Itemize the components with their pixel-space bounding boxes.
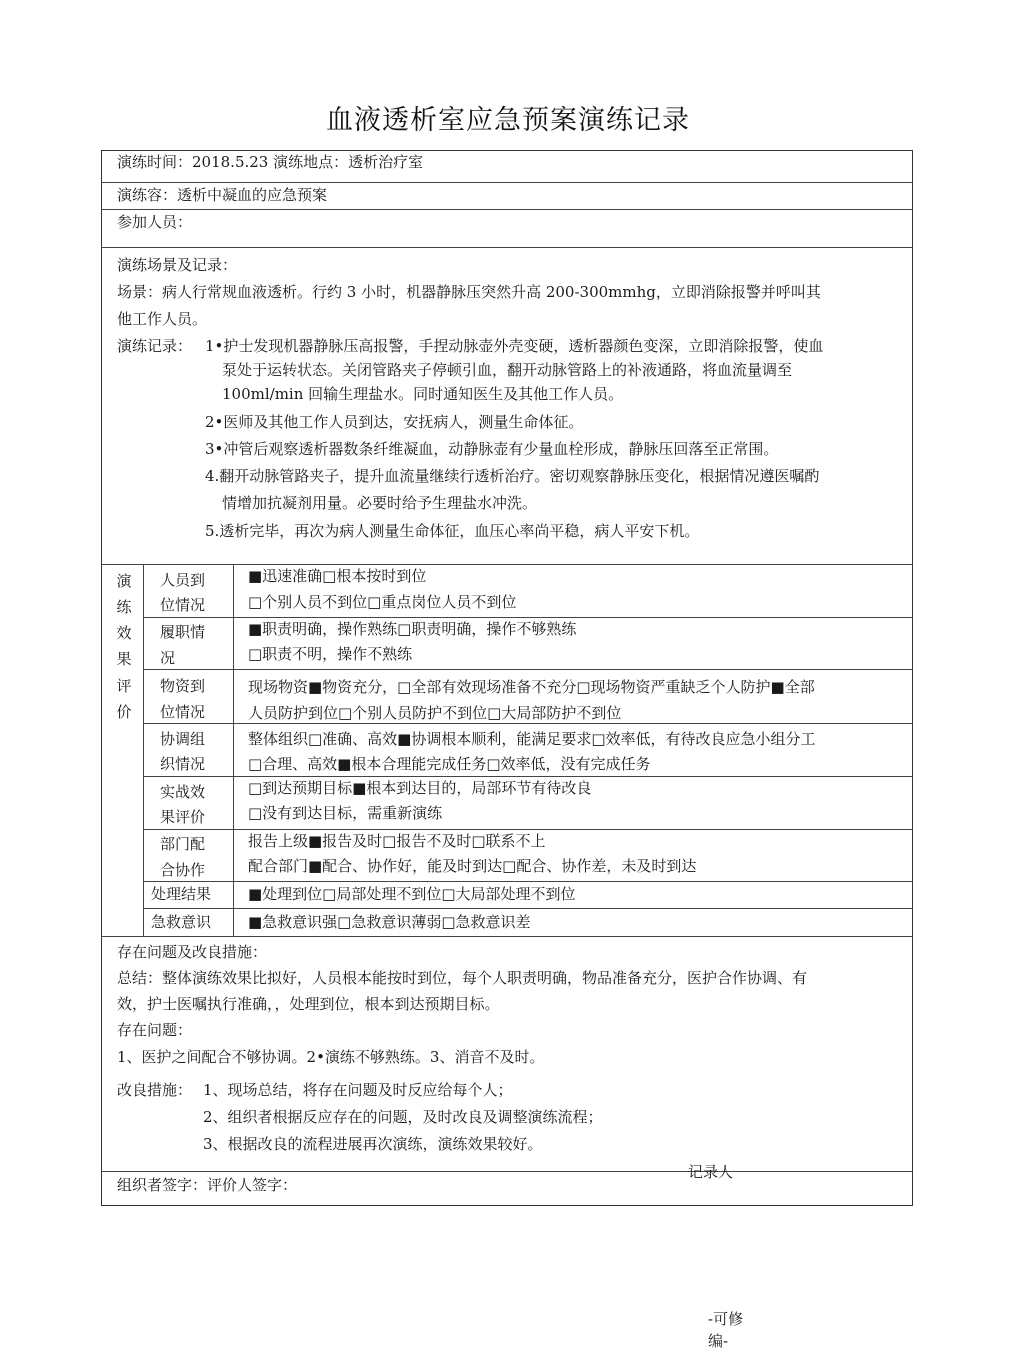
eval-row-divider	[143, 908, 913, 909]
summary-text: 效，护士医嘱执行准确，，处理到位，根本到达预期目标。	[117, 995, 500, 1013]
record-step: 情增加抗凝剂用量。必要时给予生理盐水冲洗。	[222, 494, 538, 512]
eval-content: □没有到达目标，需重新演练	[248, 804, 443, 822]
record-step: 泵处于运转状态。关闭管路夹子停顿引血，翻开动脉管路上的补液通路，将血流量调至	[222, 361, 793, 379]
row-divider	[101, 209, 913, 210]
signature-line: 组织者签字：评价人签字：	[117, 1176, 298, 1194]
eval-content: □合理、高效■根本合理能完成任务□效率低，没有完成任务	[248, 755, 651, 773]
row-divider	[101, 182, 913, 183]
eval-row-divider	[143, 723, 913, 724]
footer-line: 编-	[708, 1332, 729, 1350]
measures-label: 改良措施：	[117, 1081, 193, 1099]
eval-content: 人员防护到位□个别人员防护不到位□大局部防护不到位	[248, 704, 622, 722]
record-step: 100ml/min 回输生理盐水。同时通知医生及其他工作人员。	[222, 385, 624, 403]
eval-row-divider	[143, 617, 913, 618]
eval-content: 报告上级■报告及时□报告不及时□联系不上	[248, 832, 546, 850]
record-label: 演练记录：	[117, 337, 193, 355]
eval-content: ■急救意识强□急救意识薄弱□急救意识差	[248, 913, 531, 931]
page-title: 血液透析室应急预案演练记录	[326, 105, 690, 136]
row-divider	[101, 564, 913, 565]
eval-side-label: 评	[116, 677, 132, 695]
eval-row-divider	[143, 881, 913, 882]
record-step: 3•冲管后观察透析器数条纤维凝血，动静脉壶有少量血栓形成，静脉压回落至正常围。	[205, 440, 779, 458]
eval-row-divider	[143, 776, 913, 777]
issues-heading: 存在问题：	[117, 1021, 193, 1039]
eval-label: 实战效	[160, 783, 206, 801]
record-step: 5.透析完毕，再次为病人测量生命体征，血压心率尚平稳，病人平安下机。	[205, 522, 700, 540]
eval-label: 人员到	[160, 571, 206, 589]
footer-line: -可修	[708, 1310, 744, 1328]
eval-side-label: 效	[116, 624, 132, 642]
eval-row-divider	[143, 829, 913, 830]
measure-item: 3、根据改良的流程进展再次演练，演练效果较好。	[203, 1135, 543, 1153]
row-divider	[101, 247, 913, 248]
eval-label: 急救意识	[151, 913, 212, 931]
measure-item: 1、现场总结，将存在问题及时反应给每个人；	[203, 1081, 513, 1099]
eval-content: 现场物资■物资充分，□全部有效现场准备不充分□现场物资严重缺乏个人防护■全部	[248, 678, 815, 696]
eval-side-label: 练	[116, 598, 132, 616]
eval-label: 果评价	[160, 808, 206, 826]
participants: 参加人员：	[117, 213, 193, 231]
eval-content: □个别人员不到位□重点岗位人员不到位	[248, 593, 517, 611]
eval-content: ■迅速准确□根本按时到位	[248, 567, 427, 585]
eval-content: □职责不明，操作不熟练	[248, 645, 413, 663]
eval-content: ■处理到位□局部处理不到位□大局部处理不到位	[248, 885, 576, 903]
row-divider	[101, 1171, 913, 1172]
eval-label: 织情况	[160, 755, 206, 773]
eval-label: 位情况	[160, 596, 206, 614]
measure-item: 2、组织者根据反应存在的问题，及时改良及调整演练流程；	[203, 1108, 603, 1126]
eval-side-label: 果	[116, 650, 132, 668]
col-divider	[143, 564, 144, 936]
scene-text: 场景：病人行常规血液透析。行约 3 小时，机器静脉压突然升高 200-300mmhg，立即消除报警并呼叫其	[117, 283, 821, 301]
record-step: 2•医师及其他工作人员到达，安抚病人，测量生命体征。	[205, 413, 584, 431]
eval-content: ■职责明确，操作熟练□职责明确，操作不够熟练	[248, 620, 577, 638]
record-step: 4.翻开动脉管路夹子，提升血流量继续行透析治疗。密切观察静脉压变化，根据情况遵医嘱酌	[205, 467, 820, 485]
page-footer	[708, 1308, 768, 1352]
record-step: 1•护士发现机器静脉压高报警，手捏动脉壶外壳变硬，透析器颜色变深，立即消除报警，使血	[205, 337, 824, 355]
eval-label: 协调组	[160, 730, 206, 748]
eval-label: 合协作	[160, 861, 206, 879]
scene-text: 他工作人员。	[117, 310, 208, 328]
eval-content: 配合部门■配合、协作好，能及时到达□配合、协作差，未及时到达	[248, 857, 697, 875]
eval-label: 物资到	[160, 677, 206, 695]
col-divider	[233, 564, 234, 936]
scenario-heading: 演练场景及记录：	[117, 256, 238, 274]
row-divider	[101, 936, 913, 937]
eval-label: 位情况	[160, 703, 206, 721]
eval-label: 部门配	[160, 835, 206, 853]
eval-content: □到达预期目标■根本到达目的，局部环节有待改良	[248, 779, 592, 797]
eval-label: 况	[160, 649, 176, 667]
eval-content: 整体组织□准确、高效■协调根本顺利，能满足要求□效率低，有待改良应急小组分工	[248, 730, 816, 748]
eval-side-label: 演	[116, 572, 132, 590]
eval-label: 处理结果	[151, 885, 212, 903]
problems-heading: 存在问题及改良措施：	[117, 943, 268, 961]
clipped-recorder-label: 记录人	[688, 1163, 734, 1181]
eval-label: 履职情	[160, 623, 206, 641]
summary-text: 总结：整体演练效果比拟好，人员根本能按时到位，每个人职责明确，物品准备充分，医护合作协调、有	[117, 969, 808, 987]
eval-row-divider	[143, 669, 913, 670]
drill-content: 演练容：透析中凝血的应急预案	[117, 186, 328, 204]
drill-time-place: 演练时间：2018.5.23 演练地点：透析治疗室	[117, 153, 424, 171]
issues-text: 1、医护之间配合不够协调。2•演练不够熟练。3、消音不及时。	[117, 1048, 545, 1066]
eval-side-label: 价	[116, 703, 132, 721]
